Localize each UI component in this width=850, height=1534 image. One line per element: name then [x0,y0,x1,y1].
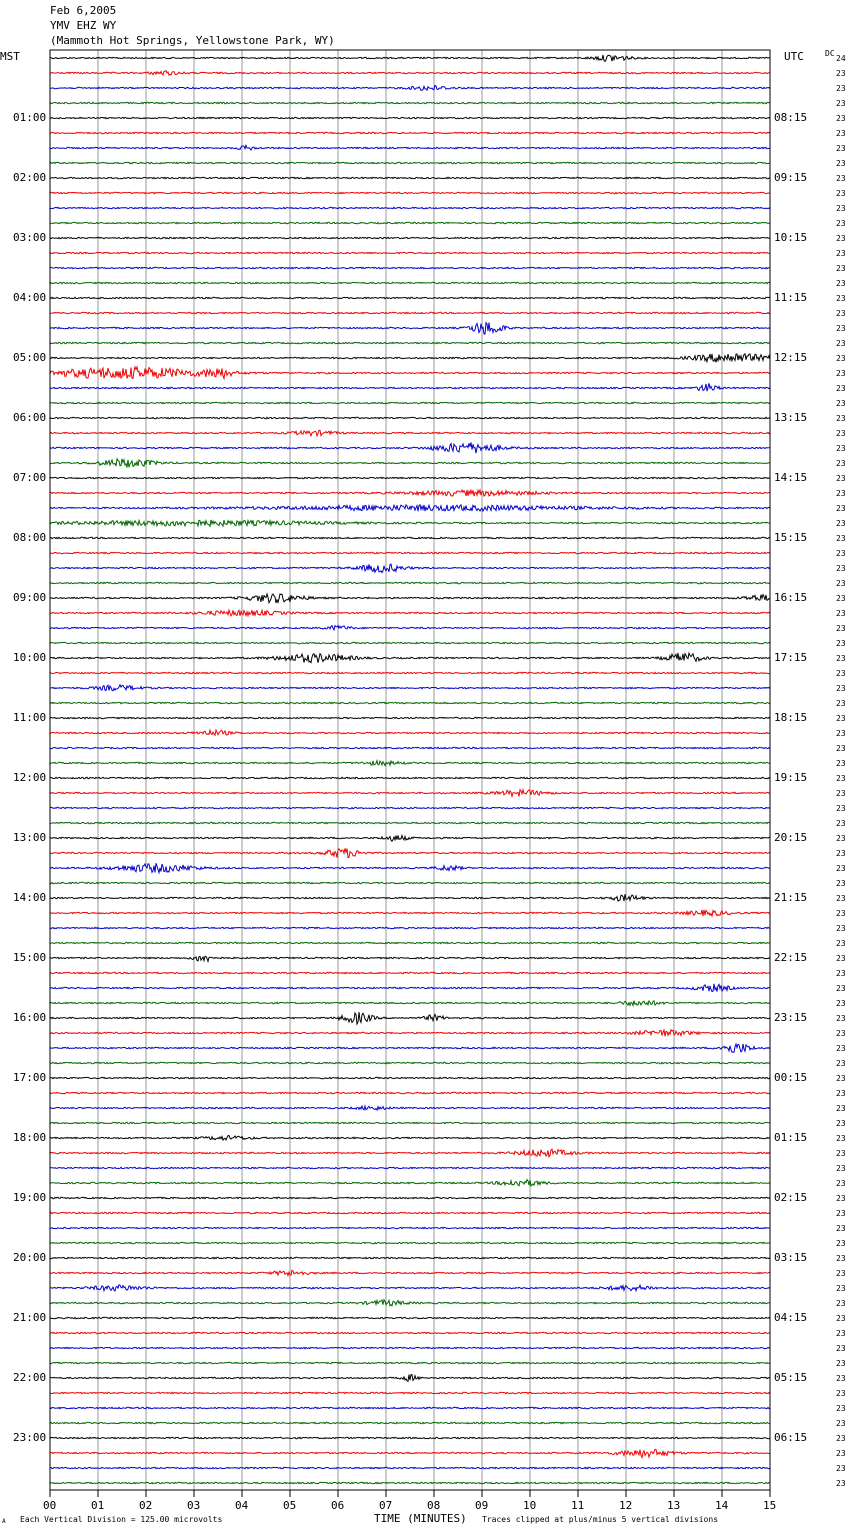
dc-offset-value: 23 [836,324,846,333]
dc-offset-value: 23 [836,744,846,753]
dc-offset-value: 23 [836,699,846,708]
dc-offset-value: 23 [836,864,846,873]
right-hour-label: 23:15 [774,1011,808,1024]
dc-offset-value: 23 [836,1359,846,1368]
trace-row [50,1482,770,1483]
trace-row [50,1467,770,1468]
dc-offset-value: 23 [836,1389,846,1398]
dc-offset-value: 23 [836,714,846,723]
trace-row [50,117,770,118]
dc-offset-value: 23 [836,384,846,393]
left-hour-label: 23:00 [13,1431,47,1444]
trace-row [50,790,770,797]
trace-row [50,1242,770,1243]
dc-offset-value: 23 [836,84,846,93]
dc-offset-value: 23 [836,1134,846,1143]
left-hour-label: 05:00 [13,351,47,364]
left-hour-label: 17:00 [13,1071,47,1084]
right-hour-label: 20:15 [774,831,808,844]
left-hour-label: 10:00 [13,651,47,664]
dc-offset-value: 23 [836,669,846,678]
trace-row [50,594,770,603]
dc-offset-value: 23 [836,489,846,498]
trace-row [50,1167,770,1168]
trace-row [50,1300,770,1306]
trace-row [50,207,770,208]
left-timezone: MST [0,50,20,63]
x-tick-label: 06 [331,1499,345,1512]
right-hour-label: 05:15 [774,1371,808,1384]
trace-row [50,1092,770,1093]
trace-row [50,86,770,91]
clip-note: Traces clipped at plus/minus 5 vertical divisions [482,1515,719,1524]
left-hour-label: 22:00 [13,1371,47,1384]
trace-row [50,1347,770,1348]
trace-row [50,537,770,538]
trace-row [50,505,770,511]
trace-row [50,730,770,735]
trace-row [50,835,770,841]
dc-offset-value: 23 [836,819,846,828]
left-hour-label: 02:00 [13,171,47,184]
trace-row [50,807,770,808]
left-hour-label: 13:00 [13,831,47,844]
trace-row [50,222,770,223]
trace-row [50,282,770,283]
trace-row [50,747,770,748]
dc-offset-value: 23 [836,1209,846,1218]
trace-row [50,520,770,526]
trace-row [50,177,770,178]
right-hour-label: 13:15 [774,411,808,424]
trace-row [50,863,770,873]
left-hour-label: 20:00 [13,1251,47,1264]
dc-offset-value: 23 [836,1434,846,1443]
trace-row [50,323,770,335]
right-hour-label: 15:15 [774,531,808,544]
dc-offset-value: 23 [836,189,846,198]
trace-row [50,672,770,673]
right-hour-label: 06:15 [774,1431,808,1444]
trace-row [50,1122,770,1123]
right-hour-label: 02:15 [774,1191,808,1204]
dc-offset-value: 23 [836,459,846,468]
station-location: (Mammoth Hot Springs, Yellowstone Park, WY) [50,34,335,47]
dc-offset-value: 23 [836,519,846,528]
left-hour-label: 08:00 [13,531,47,544]
trace-row [50,1317,770,1318]
trace-row [50,582,770,583]
left-hour-label: 14:00 [13,891,47,904]
dc-offset-value: 23 [836,249,846,258]
right-hour-label: 14:15 [774,471,808,484]
dc-offset-value: 23 [836,684,846,693]
dc-offset-value: 23 [836,924,846,933]
trace-row [50,1062,770,1063]
trace-row [50,927,770,928]
x-tick-label: 11 [571,1499,585,1512]
x-tick-label: 14 [715,1499,729,1512]
x-tick-label: 05 [283,1499,297,1512]
trace-row [50,942,770,943]
trace-row [50,984,770,992]
x-tick-label: 01 [91,1499,105,1512]
trace-row [50,1285,770,1291]
dc-offset-value: 23 [836,609,846,618]
trace-row [50,132,770,133]
trace-row [50,552,770,553]
trace-row [50,822,770,823]
trace-row [50,1212,770,1213]
dc-offset-value: 23 [836,909,846,918]
dc-offset-value: 23 [836,729,846,738]
dc-offset-value: 23 [836,99,846,108]
dc-offset-value: 23 [836,219,846,228]
trace-row [50,1030,770,1037]
dc-offset-value: 23 [836,234,846,243]
dc-offset-value: 23 [836,1404,846,1413]
right-hour-label: 16:15 [774,591,808,604]
x-tick-label: 07 [379,1499,393,1512]
right-hour-label: 12:15 [774,351,808,364]
dc-offset-value: 23 [836,114,846,123]
x-tick-label: 04 [235,1499,249,1512]
dc-offset-value: 23 [836,549,846,558]
trace-row [50,653,770,663]
trace-row [50,192,770,193]
dc-offset-value: 23 [836,1104,846,1113]
dc-offset-value: 23 [836,354,846,363]
left-hour-label: 16:00 [13,1011,47,1024]
trace-row [50,1437,770,1438]
left-hour-label: 07:00 [13,471,47,484]
dc-offset-value: 23 [836,1284,846,1293]
x-tick-label: 12 [619,1499,633,1512]
trace-row [50,402,770,403]
trace-row [50,71,770,76]
dc-offset-value: 23 [836,564,846,573]
trace-row [50,1001,770,1006]
x-tick-label: 03 [187,1499,201,1512]
dc-offset-value: 23 [836,1254,846,1263]
trace-row [50,1449,770,1457]
dc-offset-value: 23 [836,1329,846,1338]
trace-row [50,1077,770,1078]
dc-offset-value: 23 [836,1164,846,1173]
trace-row [50,685,770,691]
dc-offset-value: 23 [836,849,846,858]
dc-offset-value: 23 [836,984,846,993]
trace-row [50,1375,770,1382]
trace-row [50,1149,770,1157]
dc-offset-value: 23 [836,639,846,648]
right-hour-label: 18:15 [774,711,808,724]
trace-row [50,882,770,883]
trace-row [50,477,770,478]
dc-offset-value: 23 [836,444,846,453]
left-hour-label: 03:00 [13,231,47,244]
left-hour-label: 15:00 [13,951,47,964]
right-hour-label: 09:15 [774,171,808,184]
trace-row [50,956,770,961]
trace-row [50,625,770,629]
dc-offset-value: 23 [836,1014,846,1023]
right-hour-label: 04:15 [774,1311,808,1324]
left-hour-label: 06:00 [13,411,47,424]
dc-offset-value: 23 [836,129,846,138]
minute-grid [98,50,722,1490]
right-hour-label: 01:15 [774,1131,808,1144]
station-code: YMV EHZ WY [50,19,117,32]
left-hour-label: 09:00 [13,591,47,604]
right-hour-label: 03:15 [774,1251,808,1264]
x-axis-ticks [50,1490,770,1497]
record-date: Feb 6,2005 [50,4,117,17]
trace-row [50,267,770,268]
right-hour-label: 19:15 [774,771,808,784]
trace-row [50,442,770,453]
dc-offset-value: 23 [836,1239,846,1248]
dc-offset-value: 23 [836,204,846,213]
dc-offset-value: 23 [836,879,846,888]
dc-offset-value: 23 [836,759,846,768]
dc-offset-value: 23 [836,654,846,663]
corner-mark: A [2,1518,6,1525]
trace-row [50,297,770,298]
dc-offset-value: 23 [836,159,846,168]
trace-row [50,972,770,973]
dc-offset-value: 23 [836,1059,846,1068]
trace-row [50,761,770,766]
trace-row [50,1227,770,1228]
dc-offset-value: 23 [836,414,846,423]
trace-row [50,367,770,379]
dc-offset-value: 23 [836,774,846,783]
dc-offset-value: 24 [836,54,846,63]
dc-offset-value: 23 [836,264,846,273]
trace-row [50,342,770,343]
left-hour-label: 11:00 [13,711,47,724]
trace-row [50,252,770,253]
dc-offset-value: 23 [836,429,846,438]
trace-row [50,417,770,418]
dc-offset-value: 23 [836,1044,846,1053]
dc-offset-value: 23 [836,804,846,813]
trace-row [50,1270,770,1275]
dc-offset-value: 23 [836,954,846,963]
dc-offset-value: 23 [836,1074,846,1083]
trace-row [50,717,770,718]
dc-offset-value: 23 [836,969,846,978]
dc-offset-value: 23 [836,1119,846,1128]
x-tick-label: 15 [763,1499,777,1512]
dc-offset-value: 23 [836,339,846,348]
dc-offset-value: 23 [836,1299,846,1308]
dc-offset-value: 23 [836,534,846,543]
dc-offset-value: 23 [836,1479,846,1488]
trace-row [50,459,770,468]
left-hour-label: 12:00 [13,771,47,784]
trace-row [50,564,770,573]
dc-offset-value: 23 [836,369,846,378]
dc-offset-value: 23 [836,789,846,798]
x-tick-label: 13 [667,1499,681,1512]
trace-row [50,1197,770,1198]
left-hour-label: 01:00 [13,111,47,124]
trace-row [50,1180,770,1186]
dc-offset-value: 23 [836,474,846,483]
dc-offset-value: 23 [836,144,846,153]
dc-offset-value: 23 [836,279,846,288]
trace-row [50,312,770,313]
trace-row [50,1257,770,1258]
dc-offset-value: 23 [836,894,846,903]
seismic-traces [50,55,770,1484]
right-hour-label: 21:15 [774,891,808,904]
right-timezone: UTC [784,50,804,63]
trace-row [50,145,770,150]
dc-offset-value: 23 [836,1029,846,1038]
trace-row [50,777,770,778]
dc-offset-value: 23 [836,1194,846,1203]
trace-row [50,430,770,436]
trace-row [50,1106,770,1110]
scale-note: Each Vertical Division = 125.00 microvolts [20,1515,223,1524]
dc-label: DC [825,49,835,58]
dc-offset-value: 23 [836,69,846,78]
dc-offset-value: 23 [836,1314,846,1323]
right-hour-label: 08:15 [774,111,808,124]
dc-offset-value: 23 [836,579,846,588]
dc-offset-value: 23 [836,1419,846,1428]
trace-row [50,1392,770,1393]
trace-row [50,354,770,363]
trace-row [50,1136,770,1141]
left-hour-label: 21:00 [13,1311,47,1324]
dc-offset-value: 23 [836,399,846,408]
x-tick-label: 02 [139,1499,153,1512]
trace-row [50,1332,770,1333]
trace-row [50,162,770,163]
right-hour-label: 22:15 [774,951,808,964]
trace-row [50,848,770,857]
trace-row [50,383,770,391]
trace-row [50,490,770,496]
trace-row [50,642,770,643]
x-tick-label: 08 [427,1499,441,1512]
dc-offset-value: 23 [836,174,846,183]
dc-offset-value: 23 [836,594,846,603]
trace-row [50,1407,770,1408]
left-hour-label: 18:00 [13,1131,47,1144]
trace-row [50,1362,770,1363]
trace-row [50,894,770,901]
trace-row [50,1422,770,1423]
dc-offset-value: 23 [836,309,846,318]
right-hour-label: 11:15 [774,291,808,304]
trace-row [50,702,770,703]
trace-row [50,1012,770,1024]
trace-row [50,102,770,103]
dc-offset-value: 23 [836,624,846,633]
trace-row [50,55,770,61]
dc-offset-value: 23 [836,294,846,303]
right-hour-label: 10:15 [774,231,808,244]
left-hour-label: 04:00 [13,291,47,304]
dc-offset-value: 23 [836,999,846,1008]
trace-row [50,237,770,238]
left-hour-label: 19:00 [13,1191,47,1204]
dc-offset-value: 23 [836,939,846,948]
dc-offset-value: 23 [836,1269,846,1278]
dc-offset-value: 23 [836,504,846,513]
dc-offset-value: 23 [836,1344,846,1353]
right-hour-label: 00:15 [774,1071,808,1084]
dc-offset-value: 23 [836,1179,846,1188]
x-tick-label: 00 [43,1499,57,1512]
trace-row [50,610,770,616]
x-axis-label: TIME (MINUTES) [374,1512,467,1525]
x-tick-label: 09 [475,1499,489,1512]
dc-offset-value: 23 [836,1449,846,1458]
x-tick-label: 10 [523,1499,537,1512]
dc-offset-value: 23 [836,1224,846,1233]
trace-row [50,1044,770,1052]
dc-offset-value: 23 [836,834,846,843]
dc-offset-value: 23 [836,1089,846,1098]
dc-offset-value: 23 [836,1149,846,1158]
trace-row [50,910,770,916]
dc-offset-value: 23 [836,1374,846,1383]
right-hour-label: 17:15 [774,651,808,664]
dc-offset-value: 23 [836,1464,846,1473]
